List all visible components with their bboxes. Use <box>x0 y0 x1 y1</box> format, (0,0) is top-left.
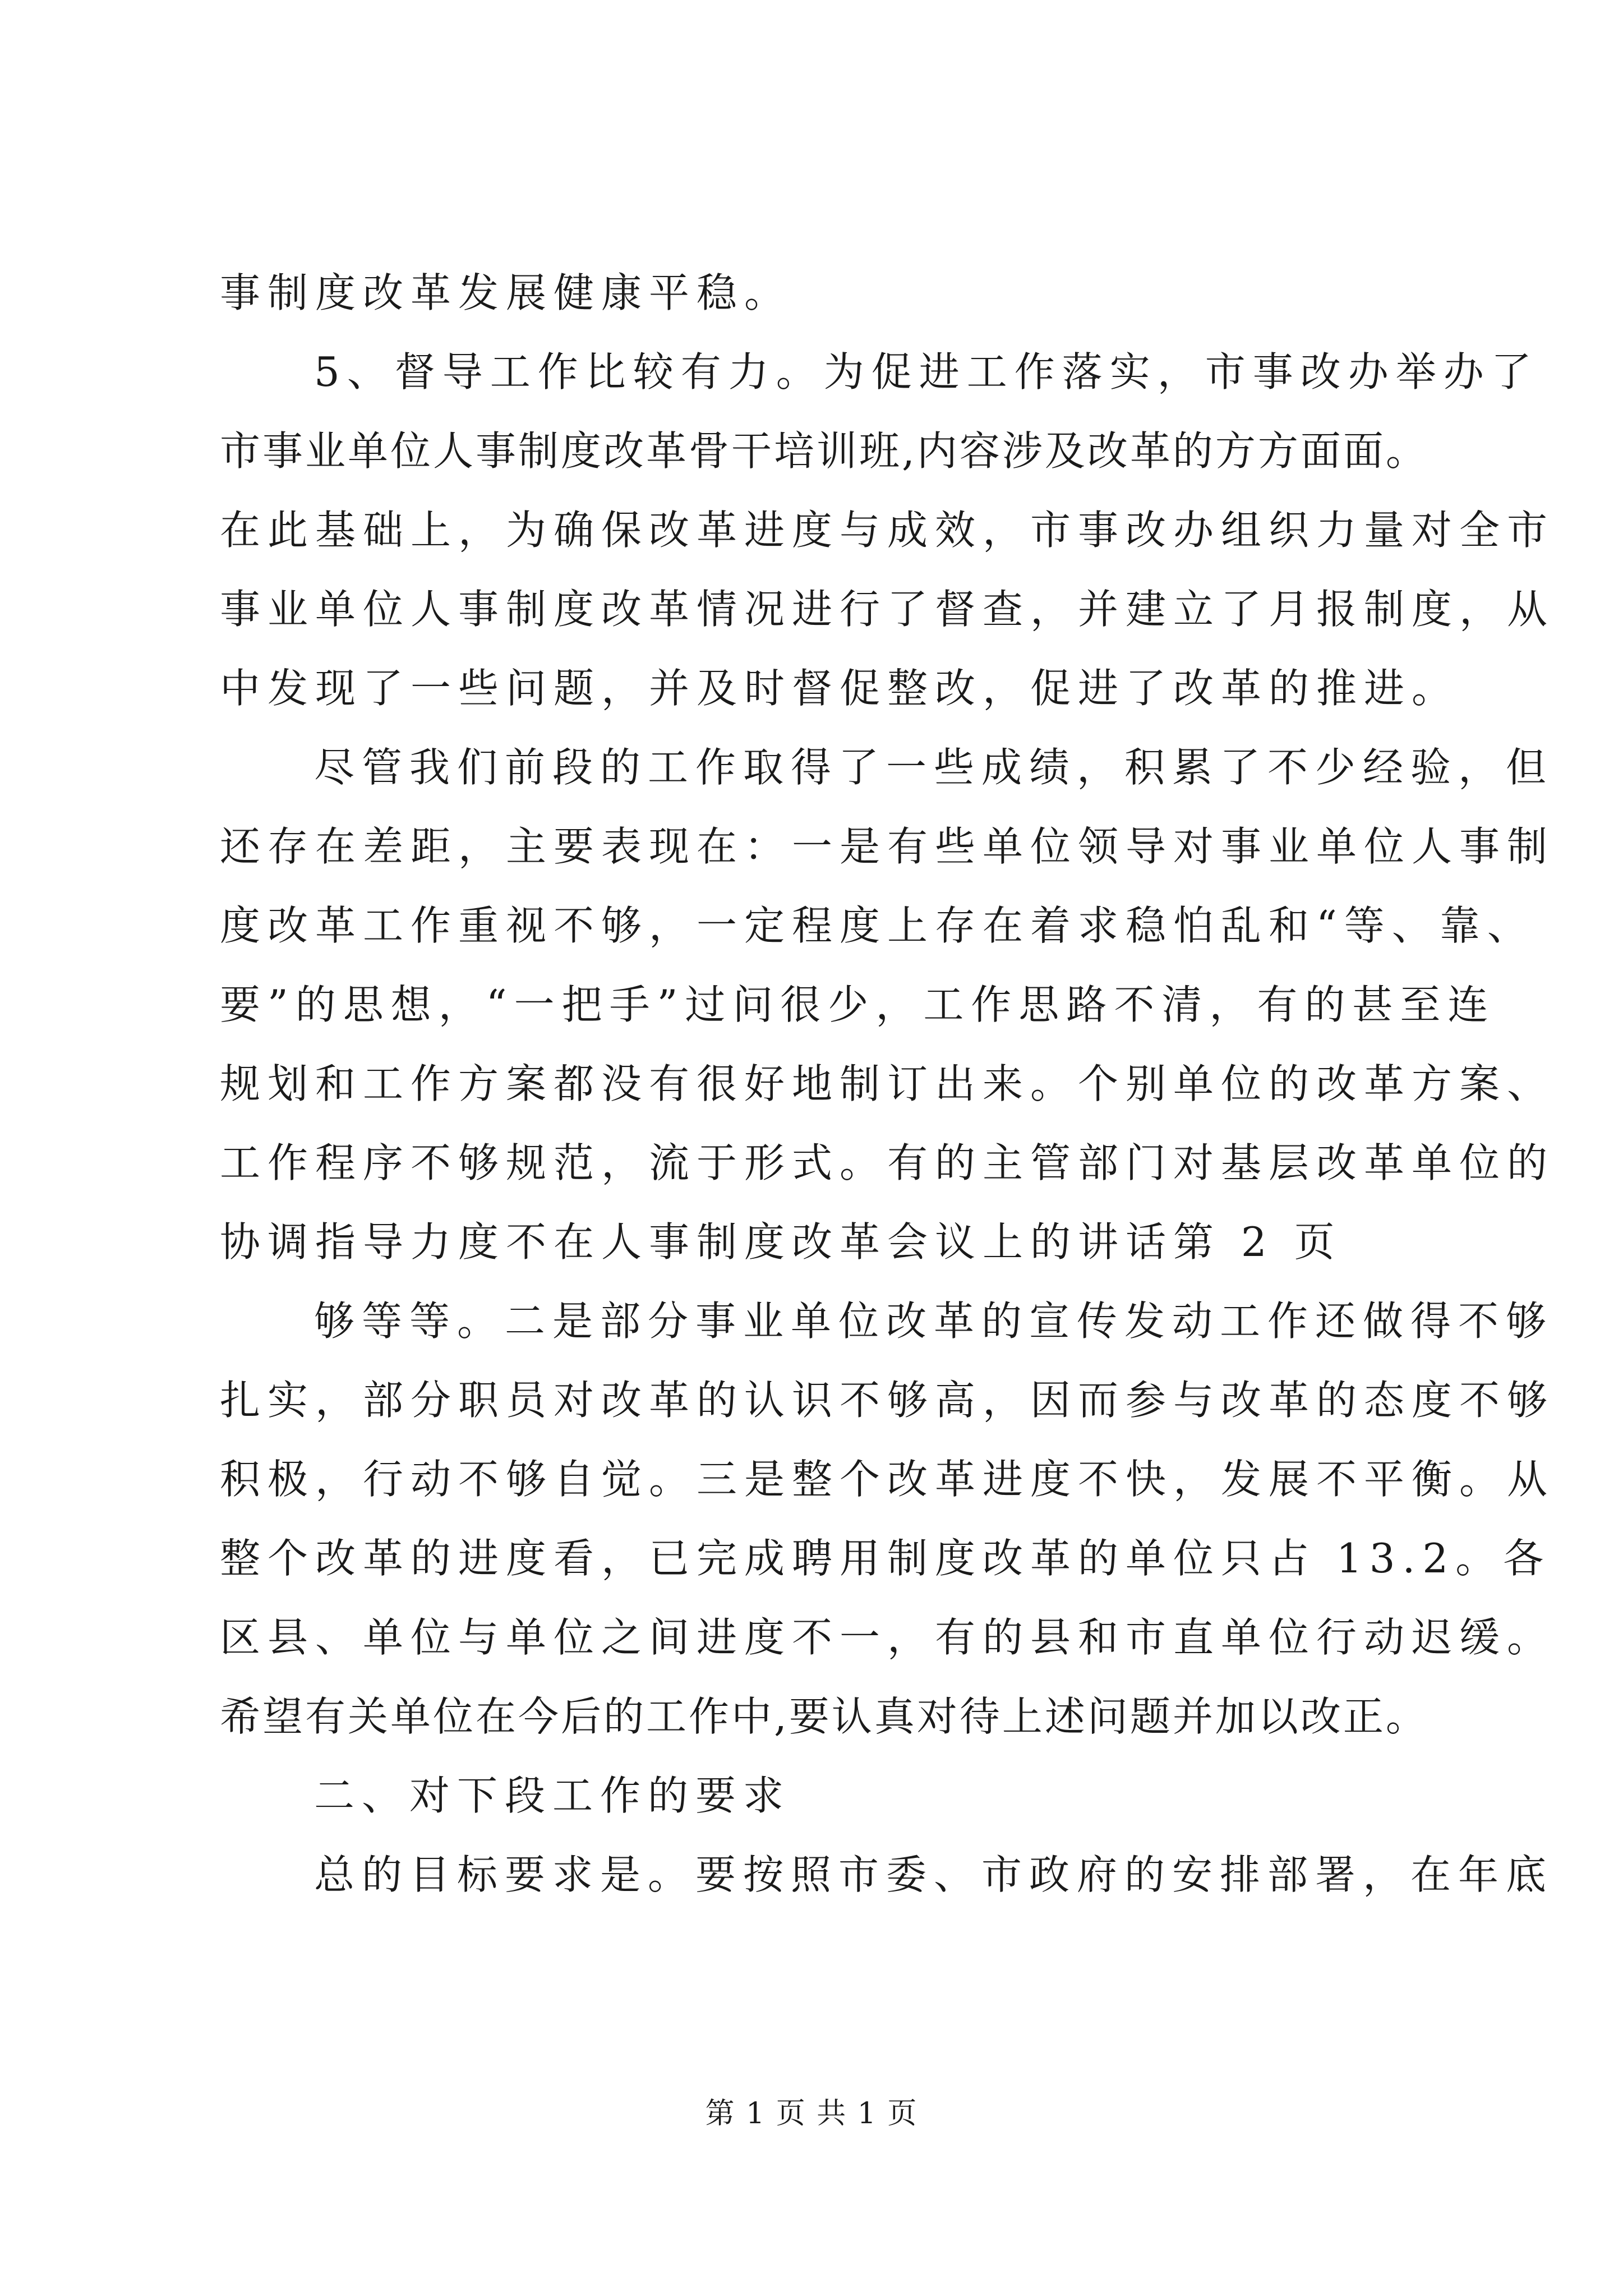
section-heading: 二、对下段工作的要求 <box>314 1772 791 1819</box>
text-line: 积极，行动不够自觉。三是整个改革进度不快，发展不平衡。从 <box>220 1456 1555 1503</box>
text-line: 在此基础上，为确保改革进度与成效，市事改办组织力量对全市 <box>220 507 1555 554</box>
text-line: 整个改革的进度看，已完成聘用制度改革的单位只占 13.2。各 <box>220 1535 1551 1582</box>
text-line: 市事业单位人事制度改革骨干培训班,内容涉及改革的方方面面。 <box>220 427 1428 475</box>
text-line: 够等等。二是部分事业单位改革的宣传发动工作还做得不够 <box>314 1297 1554 1345</box>
page-footer: 第 1 页 共 1 页 <box>705 2097 918 2131</box>
text-line: 工作程序不够规范，流于形式。有的主管部门对基层改革单位的 <box>220 1139 1555 1186</box>
text-line: 希望有关单位在今后的工作中,要认真对待上述问题并加以改正。 <box>220 1693 1428 1740</box>
document-body <box>220 254 1555 1915</box>
text-line: 尽管我们前段的工作取得了一些成绩，积累了不少经验，但 <box>314 744 1554 791</box>
text-line: 5、督导工作比较有力。为促进工作落实，市事改办举办了 <box>314 348 1539 395</box>
text-line: 中发现了一些问题，并及时督促整改，促进了改革的推进。 <box>220 665 1460 712</box>
text-line: 还存在差距，主要表现在：一是有些单位领导对事业单位人事制 <box>220 823 1555 870</box>
text-line: 要”的思想，“一把手”过问很少，工作思路不清，有的甚至连 <box>220 981 1496 1028</box>
text-line: 扎实，部分职员对改革的认识不够高，因而参与改革的态度不够 <box>220 1377 1555 1424</box>
text-line: 度改革工作重视不够，一定程度上存在着求稳怕乱和“等、靠、 <box>220 902 1535 949</box>
text-line: 协调指导力度不在人事制度改革会议上的讲话第 2 页 <box>220 1218 1342 1266</box>
text-line: 事制度改革发展健康平稳。 <box>220 269 792 316</box>
text-line: 事业单位人事制度改革情况进行了督查，并建立了月报制度，从 <box>220 586 1555 633</box>
text-line: 区县、单位与单位之间进度不一，有的县和市直单位行动迟缓。 <box>220 1614 1555 1661</box>
text-line: 总的目标要求是。要按照市委、市政府的安排部署，在年底 <box>314 1851 1554 1898</box>
text-line: 规划和工作方案都没有很好地制订出来。个别单位的改革方案、 <box>220 1060 1555 1107</box>
